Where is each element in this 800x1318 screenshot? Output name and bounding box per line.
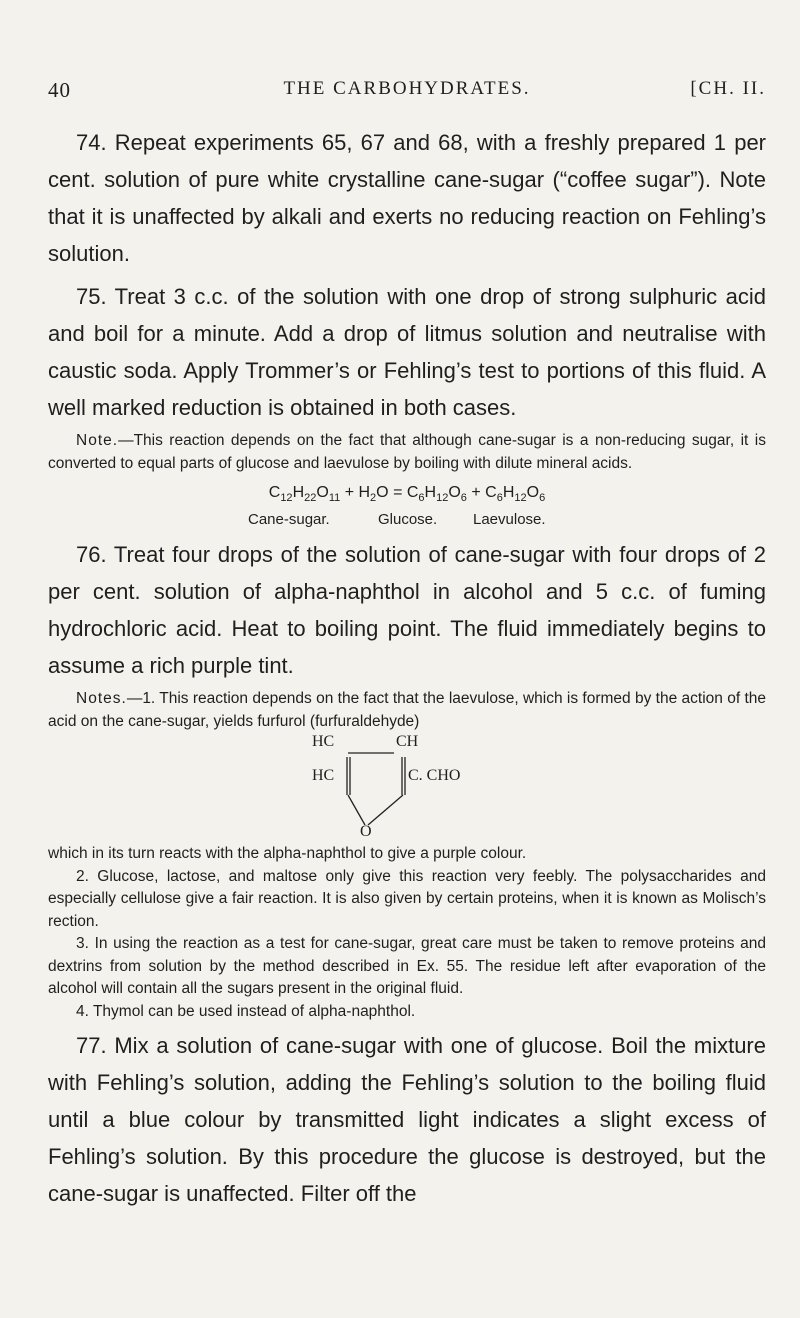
note-75 [48,430,766,475]
furfurol-structure [312,733,518,843]
hydrolysis-equation: $C_{12}H_{22}O_{11} + H_2O = C_6H_{12}O_6 + C_6H_{12}O_6$ [268,484,546,505]
page-body [48,124,766,1212]
equation-labels [248,510,766,530]
page-number: 40 [48,78,71,102]
note-3: 3. In using the reaction as a test for cane-sugar, great care must be taken to remove proteins and dextrins from solution by the method described in Ex. 55. The residue left after evaporation of the alcohol will contain all the sugars present in the original fluid. [48,935,766,998]
note-text: —This reaction depends on the fact that although cane-sugar is a non-reducing sugar, it is converted to equal parts of glucose and laevulose by boiling with dilute mineral acids. [48,432,766,472]
paragraph-76: 76. Treat four drops of the solution of cane-sugar with four drops of 2 per cent. solution of alpha-naphthol in alcohol and 5 c.c. of fuming hydrochloric acid. Heat to boiling point. The fluid immediately begins to assume a rich purple tint. [48,542,766,679]
note-lead: Note. [76,432,119,449]
label-glucose: Glucose. [378,511,438,529]
oxygen-label: O [360,823,372,841]
note-2: 2. Glucose, lactose, and maltose only give this reaction very feebly. The polysaccharides and especially cellulose give a fair reaction. It is also given by certain proteins, when it is known as Molisch’s rection. [48,867,766,930]
hc-left-label: HC [312,767,335,785]
label-laevulose: Laevulose. [473,511,546,529]
notes-76 [48,688,766,733]
chapter-marker: [CH. II. [690,78,766,99]
label-cane-sugar: Cane-sugar. [248,511,330,529]
paragraph-75: 75. Treat 3 c.c. of the solution with one drop of strong sulphuric acid and boil for a minute. Add a drop of litmus solution and neutralise with caustic soda. Apply Trommer’s or Fehling’s test to portions of this fluid. A well marked reduction is obtained in both cases. [48,284,766,420]
running-header [48,78,766,106]
paragraph-74: 74. Repeat experiments 65, 67 and 68, with a freshly prepared 1 per cent. solution of pure white crystalline cane-sugar (“coffee sugar”). Note that it is unaffected by alkali and exerts no reducing reaction on Fehling’s solution. [48,130,766,266]
note-4: 4. Thymol can be used instead of alpha-naphthol. [76,1002,416,1020]
notes-76-continued: which in its turn reacts with the alpha-naphthol to give a purple colour. [48,845,527,863]
notes-text: —1. This reaction depends on the fact that the laevulose, which is formed by the action of the acid on the cane-sugar, yields furfurol (furfuraldehyde) [48,690,766,730]
running-title: THE CARBOHYDRATES. [283,78,531,99]
c-cho-label: C. CHO [408,767,461,785]
notes-lead: Notes. [76,690,127,708]
ch-top-label: CH [396,733,419,751]
hc-top-label: HC [312,733,335,751]
paragraph-77: 77. Mix a solution of cane-sugar with one of glucose. Boil the mixture with Fehling’s solution, adding the Fehling’s solution to the boiling fluid until a blue colour by transmitted light indicates a slight excess of Fehling’s solution. By this procedure the glucose is destroyed, but the cane-sugar is unaffected. Filter off the [48,1033,766,1207]
